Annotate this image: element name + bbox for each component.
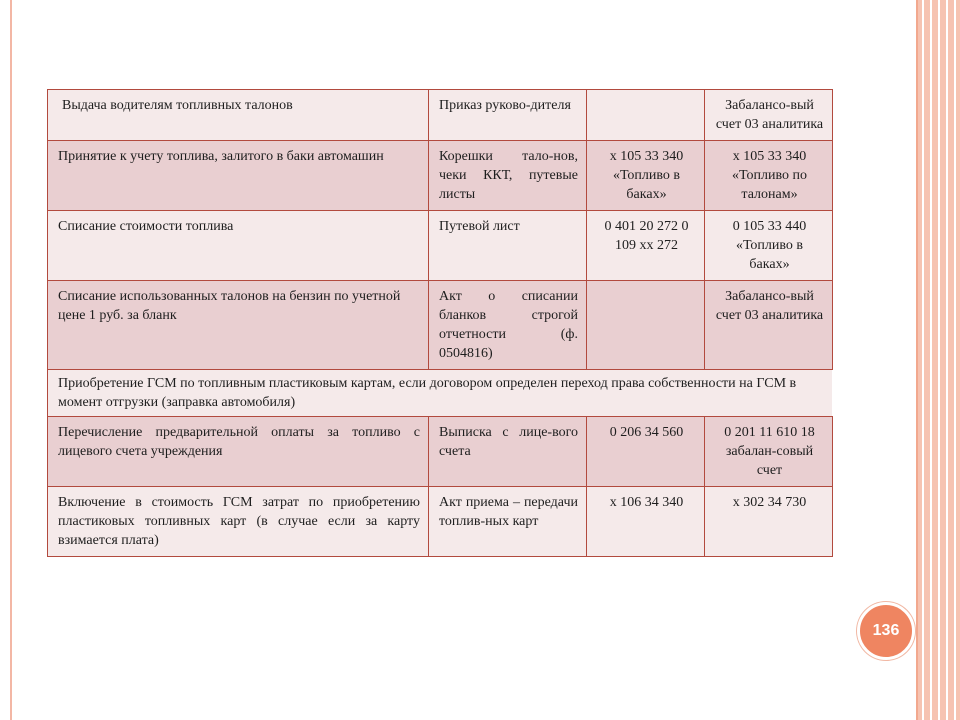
debit-cell [587,281,705,370]
credit-cell: 0 201 11 610 18 забалан-совый счет [705,417,833,487]
debit-cell: 0 206 34 560 [587,417,705,487]
operation-cell: Принятие к учету топлива, залитого в баки автомашин [48,141,429,211]
debit-cell [587,90,705,141]
document-cell: Акт о списании бланков строгой отчетности (ф. 0504816) [429,281,587,370]
credit-cell: 0 105 33 440 «Топливо в баках» [705,211,833,281]
debit-cell: 0 401 20 272 0 109 хх 272 [587,211,705,281]
right-frame-stripes [916,0,960,720]
debit-cell: х 105 33 340 «Топливо в баках» [587,141,705,211]
operation-cell: Списание использованных талонов на бензин по учетной цене 1 руб. за бланк [48,281,429,370]
table-row [48,487,833,557]
page-number-badge: 136 [857,602,915,660]
section-heading: Приобретение ГСМ по топливным пластиковым картам, если договором определен переход права собственности на ГСМ в момент отгрузки (заправка автомобиля) [48,370,833,417]
document-cell: Путевой лист [429,211,587,281]
debit-cell: х 106 34 340 [587,487,705,557]
operation-cell: Включение в стоимость ГСМ затрат по приобретению пластиковых топливных карт (в случае если за карту взимается плата) [48,487,429,557]
operation-cell: Перечисление предварительной оплаты за топливо с лицевого счета учреждения [48,417,429,487]
table-row [48,90,833,141]
credit-cell: Забалансо-вый счет 03 аналитика [705,281,833,370]
table-row [48,141,833,211]
document-cell: Корешки тало-нов, чеки ККТ, путевые листы [429,141,587,211]
operation-cell: Списание стоимости топлива [48,211,429,281]
document-cell: Акт приема – передачи топлив-ных карт [429,487,587,557]
table-row [48,417,833,487]
document-cell: Приказ руково-дителя [429,90,587,141]
table-row [48,281,833,370]
left-frame-border [0,0,12,720]
accounting-table [47,89,833,557]
document-cell: Выписка с лице-вого счета [429,417,587,487]
credit-cell: х 302 34 730 [705,487,833,557]
credit-cell: Забалансо-вый счет 03 аналитика [705,90,833,141]
section-heading-row [48,370,833,417]
credit-cell: х 105 33 340 «Топливо по талонам» [705,141,833,211]
table-row [48,211,833,281]
operation-cell: Выдача водителям топливных талонов [48,90,429,141]
